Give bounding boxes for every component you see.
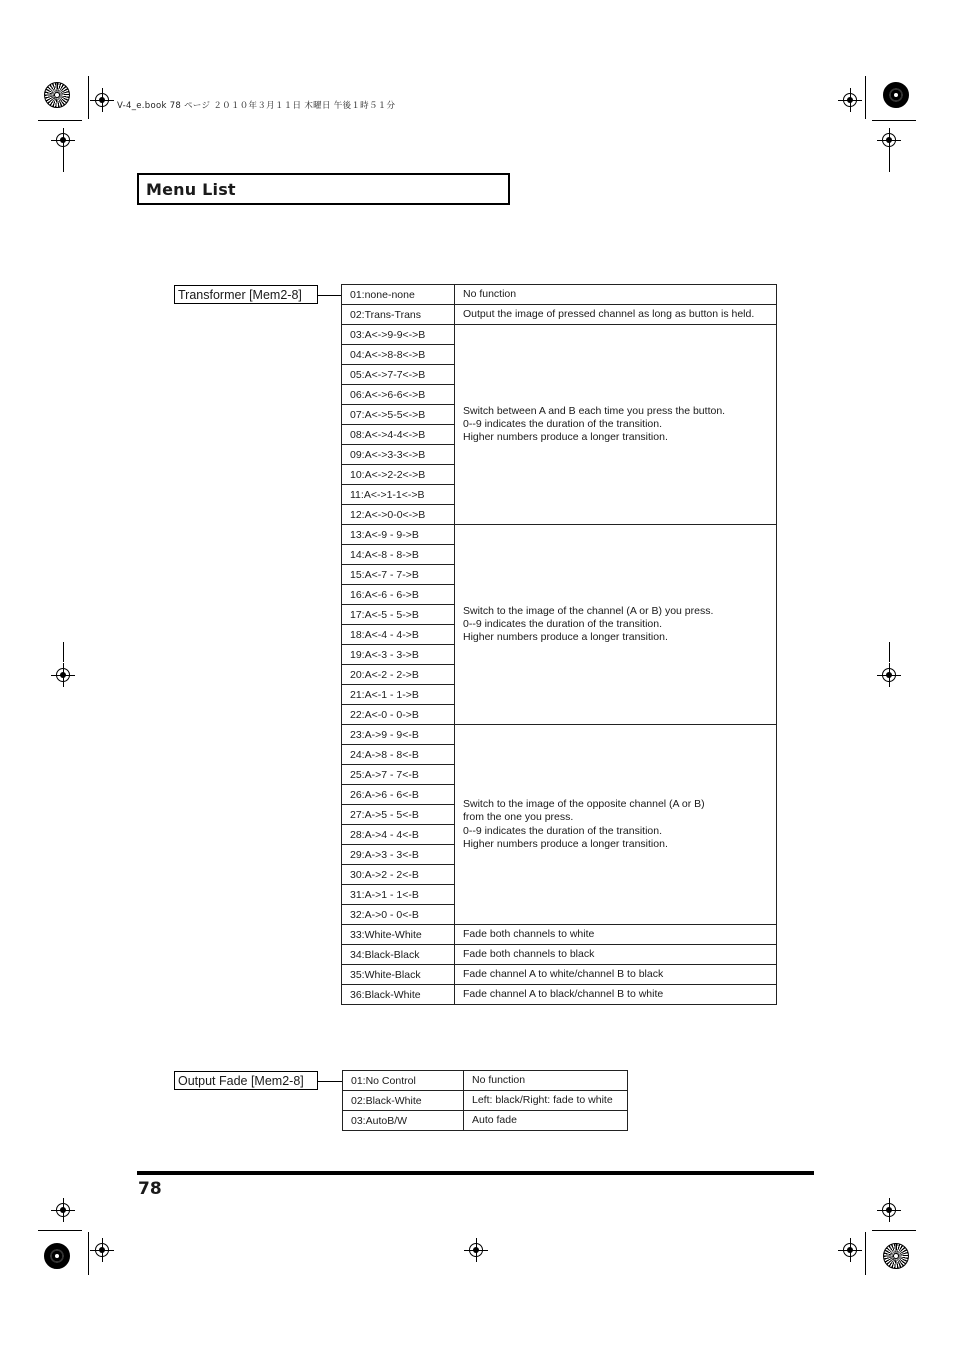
table-row xyxy=(342,925,777,945)
registration-star-top-right xyxy=(883,82,909,108)
registration-mark-top-left-a xyxy=(95,93,109,107)
setting-cell: 08:A<->4-4<->B xyxy=(342,425,455,445)
setting-cell: 29:A->3 - 3<-B xyxy=(342,845,455,865)
description-cell: Output the image of pressed channel as long as button is held. xyxy=(455,305,777,325)
section-title: Menu List xyxy=(146,180,236,199)
description-cell: Fade channel A to black/channel B to white xyxy=(455,985,777,1005)
setting-cell: 07:A<->5-5<->B xyxy=(342,405,455,425)
setting-cell: 25:A->7 - 7<-B xyxy=(342,765,455,785)
crop-mark xyxy=(88,76,89,119)
crop-mark xyxy=(889,642,890,662)
table-row xyxy=(343,1071,628,1091)
crop-mark xyxy=(63,642,64,662)
table-row xyxy=(342,325,777,345)
table-row xyxy=(342,525,777,545)
setting-cell: 15:A<-7 - 7->B xyxy=(342,565,455,585)
setting-cell: 31:A->1 - 1<-B xyxy=(342,885,455,905)
registration-mark-bottom-left-a xyxy=(56,1203,70,1217)
description-cell: Switch to the image of the channel (A or B) you press. 0--9 indicates the duration of the transition. Higher numbers produce a longer transition. xyxy=(455,525,777,725)
registration-mark-bottom-left-b xyxy=(95,1243,109,1257)
crop-mark xyxy=(872,120,916,121)
description-cell: No function xyxy=(455,285,777,305)
connector-line xyxy=(318,1081,342,1082)
crop-mark xyxy=(38,120,82,121)
description-cell: Switch to the image of the opposite channel (A or B) from the one you press. 0--9 indicates the duration of the transition. Higher numbers produce a longer transition. xyxy=(455,725,777,925)
output-fade-table xyxy=(342,1070,628,1131)
setting-cell: 01:No Control xyxy=(343,1071,464,1091)
description-cell: Auto fade xyxy=(464,1111,628,1131)
setting-cell: 35:White-Black xyxy=(342,965,455,985)
output-fade-menu-label: Output Fade [Mem2-8] xyxy=(174,1071,318,1090)
crop-mark xyxy=(88,1232,89,1275)
setting-cell: 21:A<-1 - 1->B xyxy=(342,685,455,705)
setting-cell: 12:A<->0-0<->B xyxy=(342,505,455,525)
setting-cell: 19:A<-3 - 3->B xyxy=(342,645,455,665)
description-cell: Fade both channels to black xyxy=(455,945,777,965)
section-title-box xyxy=(137,173,510,205)
setting-cell: 17:A<-5 - 5->B xyxy=(342,605,455,625)
crop-mark xyxy=(872,1230,916,1231)
crop-mark xyxy=(38,1230,82,1231)
setting-cell: 02:Trans-Trans xyxy=(342,305,455,325)
registration-star-bottom-left xyxy=(44,1243,70,1269)
setting-cell: 05:A<->7-7<->B xyxy=(342,365,455,385)
registration-mark-top-right-a xyxy=(843,93,857,107)
registration-mark-top-right-b xyxy=(882,133,896,147)
setting-cell: 16:A<-6 - 6->B xyxy=(342,585,455,605)
transformer-table xyxy=(341,284,777,1005)
description-cell: No function xyxy=(464,1071,628,1091)
table-row xyxy=(342,985,777,1005)
setting-cell: 03:A<->9-9<->B xyxy=(342,325,455,345)
table-row xyxy=(342,305,777,325)
registration-mark-bottom-right-a xyxy=(882,1203,896,1217)
description-cell: Left: black/Right: fade to white xyxy=(464,1091,628,1111)
setting-cell: 01:none-none xyxy=(342,285,455,305)
table-row xyxy=(342,725,777,745)
setting-cell: 02:Black-White xyxy=(343,1091,464,1111)
setting-cell: 33:White-White xyxy=(342,925,455,945)
setting-cell: 24:A->8 - 8<-B xyxy=(342,745,455,765)
transformer-menu-label: Transformer [Mem2-8] xyxy=(174,285,318,304)
table-row xyxy=(342,965,777,985)
print-header: V-4_e.book 78 ページ ２０１０年３月１１日 木曜日 午後１時５１分 xyxy=(117,101,396,111)
page-footer-rule xyxy=(137,1171,814,1175)
registration-mark-top-left-b xyxy=(56,133,70,147)
table-row xyxy=(342,945,777,965)
connector-line xyxy=(318,295,341,296)
crop-mark xyxy=(889,148,890,172)
description-cell: Switch between A and B each time you press the button. 0--9 indicates the duration of the transition. Higher numbers produce a longer transition. xyxy=(455,325,777,525)
setting-cell: 03:AutoB/W xyxy=(343,1111,464,1131)
setting-cell: 11:A<->1-1<->B xyxy=(342,485,455,505)
crop-mark xyxy=(865,1232,866,1275)
setting-cell: 23:A->9 - 9<-B xyxy=(342,725,455,745)
setting-cell: 36:Black-White xyxy=(342,985,455,1005)
registration-mark-bottom-right-b xyxy=(843,1243,857,1257)
setting-cell: 09:A<->3-3<->B xyxy=(342,445,455,465)
crop-mark xyxy=(865,76,866,119)
setting-cell: 13:A<-9 - 9->B xyxy=(342,525,455,545)
table-row xyxy=(342,285,777,305)
registration-star-bottom-right xyxy=(883,1243,909,1269)
setting-cell: 34:Black-Black xyxy=(342,945,455,965)
setting-cell: 14:A<-8 - 8->B xyxy=(342,545,455,565)
registration-mark-mid-left xyxy=(56,668,70,682)
description-cell: Fade channel A to white/channel B to black xyxy=(455,965,777,985)
setting-cell: 20:A<-2 - 2->B xyxy=(342,665,455,685)
setting-cell: 06:A<->6-6<->B xyxy=(342,385,455,405)
setting-cell: 22:A<-0 - 0->B xyxy=(342,705,455,725)
registration-star-top-left xyxy=(44,82,70,108)
setting-cell: 27:A->5 - 5<-B xyxy=(342,805,455,825)
table-row xyxy=(343,1091,628,1111)
setting-cell: 30:A->2 - 2<-B xyxy=(342,865,455,885)
setting-cell: 26:A->6 - 6<-B xyxy=(342,785,455,805)
setting-cell: 10:A<->2-2<->B xyxy=(342,465,455,485)
crop-mark xyxy=(63,148,64,172)
setting-cell: 04:A<->8-8<->B xyxy=(342,345,455,365)
description-cell: Fade both channels to white xyxy=(455,925,777,945)
table-row xyxy=(343,1111,628,1131)
registration-mark-mid-right xyxy=(882,668,896,682)
setting-cell: 28:A->4 - 4<-B xyxy=(342,825,455,845)
page-number: 78 xyxy=(138,1179,162,1199)
registration-mark-bottom-center xyxy=(469,1243,483,1257)
setting-cell: 32:A->0 - 0<-B xyxy=(342,905,455,925)
setting-cell: 18:A<-4 - 4->B xyxy=(342,625,455,645)
